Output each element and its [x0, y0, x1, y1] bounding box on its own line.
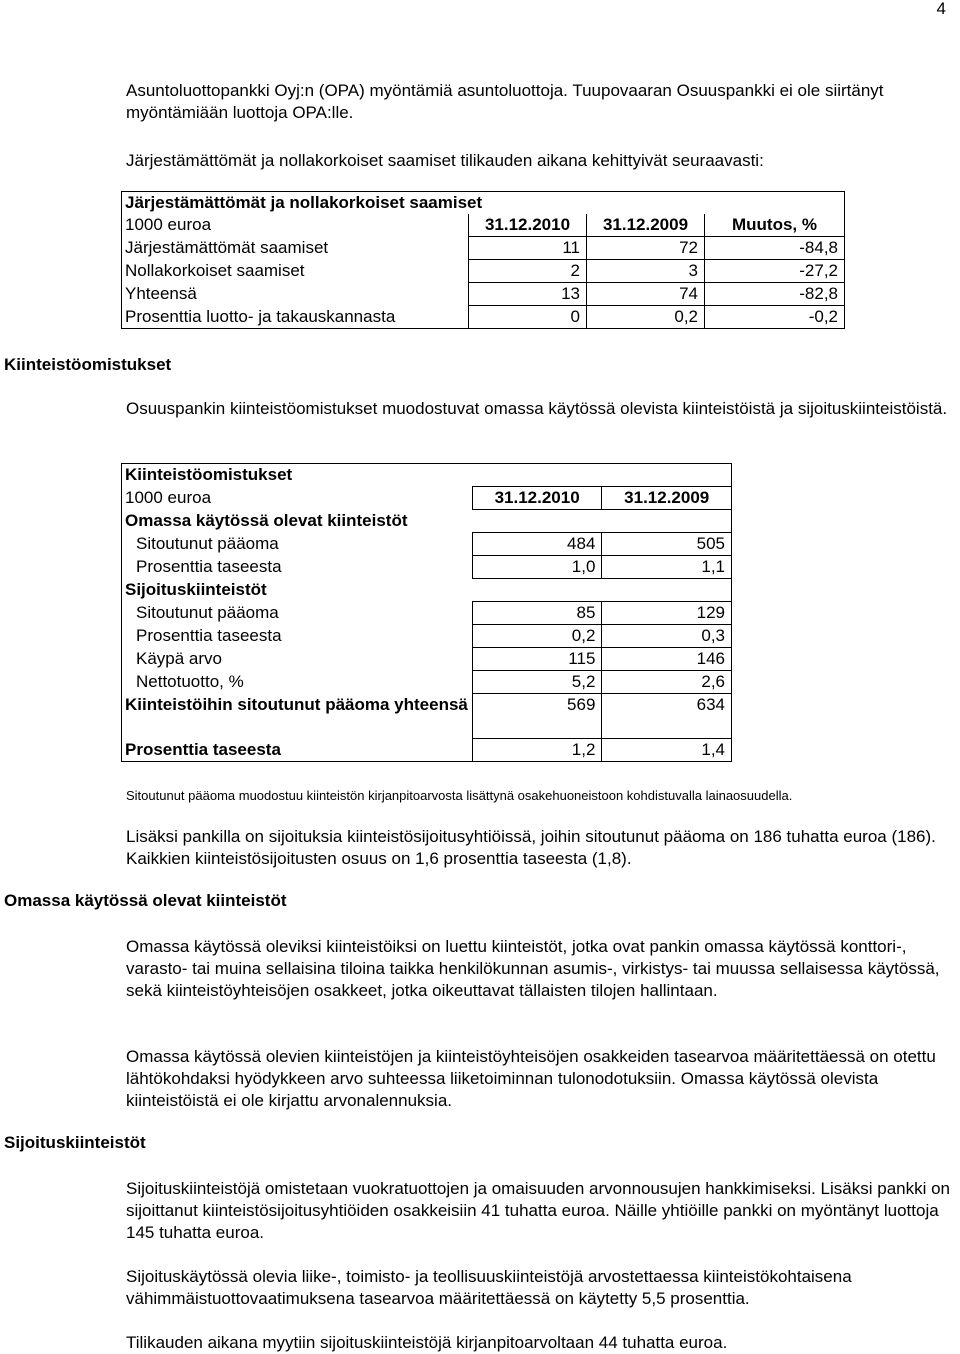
- cell-2009: 129: [602, 602, 732, 625]
- row-label: Järjestämättömät saamiset: [122, 237, 469, 260]
- side-heading-own-use: Omassa käytössä olevat kiinteistöt: [4, 891, 287, 910]
- table-row: [122, 306, 845, 329]
- paragraph-investment-companies: Lisäksi pankilla on sijoituksia kiinteistösijoitusyhtiöissä, joihin sitoutunut pääoma on 186 tuhatta euroa (186). Kaikkien kiinteistösijoitusten osuus on 1,6 prosenttia taseesta (1,8).: [126, 827, 936, 868]
- cell-2009: 72: [587, 237, 705, 260]
- table-row: [122, 283, 845, 306]
- cell-change: -27,2: [705, 260, 845, 283]
- table-row: [122, 739, 732, 762]
- table-row: [122, 237, 845, 260]
- paragraph-intro-table1: Järjestämättömät ja nollakorkoiset saamiset tilikauden aikana kehittyivät seuraavasti:: [126, 151, 764, 170]
- row-label: Sitoutunut pääoma: [122, 602, 473, 625]
- side-heading-real-estate: Kiinteistöomistukset: [4, 355, 172, 374]
- cell-2010: 115: [472, 648, 602, 671]
- real-estate-holdings-table: [121, 463, 732, 762]
- cell-2010: 0: [469, 306, 587, 329]
- table-row: [122, 648, 732, 671]
- cell-change: -0,2: [705, 306, 845, 329]
- table1-header-2010: 31.12.2010: [469, 214, 587, 237]
- side-heading-investment: Sijoituskiinteistöt: [4, 1133, 146, 1152]
- table-row: [122, 602, 732, 625]
- row-label: Sitoutunut pääoma: [122, 533, 473, 556]
- paragraph-investment-valuation: Sijoituskäytössä olevia liike-, toimisto- ja teollisuuskiinteistöjä arvostettaessa kiinteistökohtaisena vähimmäistuottovaatimuksena tasearvoa määritettäessä on käytetty 5,5 prosenttia.: [126, 1267, 852, 1308]
- table2-unit: 1000 euroa: [125, 488, 212, 507]
- row-label: Nettotuotto, %: [122, 671, 473, 694]
- row-label: Käypä arvo: [122, 648, 473, 671]
- row-label-total: Kiinteistöihin sitoutunut pääoma yhteensä: [122, 694, 473, 739]
- table-row: [122, 694, 732, 739]
- cell-change: -84,8: [705, 237, 845, 260]
- table1-header-2009: 31.12.2009: [587, 214, 705, 237]
- cell-2009: 1,1: [602, 556, 732, 579]
- cell-2009: 505: [602, 533, 732, 556]
- cell-2010: 11: [469, 237, 587, 260]
- cell-2010: 0,2: [472, 625, 602, 648]
- nonperforming-receivables-table: [121, 191, 845, 329]
- row-label: Yhteensä: [122, 283, 469, 306]
- paragraph-investment-sold: Tilikauden aikana myytiin sijoituskiinteistöjä kirjanpitoarvoltaan 44 tuhatta euroa.: [126, 1333, 728, 1352]
- row-label: Prosenttia taseesta: [122, 556, 473, 579]
- table1-title: Järjestämättömät ja nollakorkoiset saamiset: [125, 193, 483, 212]
- table2-section-own-use: Omassa käytössä olevat kiinteistöt: [125, 511, 408, 530]
- cell-2010: 85: [472, 602, 602, 625]
- table-row: [122, 671, 732, 694]
- table-row: [122, 533, 732, 556]
- cell-2009: 0,2: [587, 306, 705, 329]
- table-row: [122, 625, 732, 648]
- table1-header-change: Muutos, %: [705, 214, 845, 237]
- cell-2009: 634: [602, 694, 732, 739]
- cell-2009: 0,3: [602, 625, 732, 648]
- page-number: 4: [936, 0, 946, 18]
- cell-2010: 484: [472, 533, 602, 556]
- cell-2010: 2: [469, 260, 587, 283]
- cell-2009: 74: [587, 283, 705, 306]
- cell-2010: 5,2: [472, 671, 602, 694]
- cell-2010: 13: [469, 283, 587, 306]
- paragraph-real-estate-intro: Osuuspankin kiinteistöomistukset muodostuvat omassa käytössä olevista kiinteistöistä ja sijoituskiinteistöistä.: [126, 399, 948, 418]
- footnote-committed-capital: Sitoutunut pääoma muodostuu kiinteistön kirjanpitoarvosta lisättynä osakehuoneistoon kohdistuvalla lainaosuudella.: [126, 788, 793, 803]
- paragraph-own-use-definition: Omassa käytössä oleviksi kiinteistöiksi on luettu kiinteistöt, jotka ovat pankin omassa käytössä konttori-, varasto- tai muina sellaisina tiloina taikka henkilökunnan asumis-, virkistys- tai muussa sellaisessa käytössä, sekä kiinteistöyhteisöjen osakkeet, jotka oikeuttavat tällaisten tilojen hallintaan.: [126, 937, 940, 1000]
- row-label: Prosenttia luotto- ja takauskannasta: [122, 306, 469, 329]
- table-row: [122, 556, 732, 579]
- paragraph-opa-loans: Asuntoluottopankki Oyj:n (OPA) myöntämiä asuntoluottoja. Tuupovaaran Osuuspankki ei ole siirtänyt myöntämiään luottoja OPA:lle.: [126, 81, 884, 122]
- table1-unit: 1000 euroa: [125, 215, 212, 235]
- table2-header-2009: 31.12.2009: [602, 487, 732, 510]
- cell-2010: 1,0: [472, 556, 602, 579]
- paragraph-own-use-valuation: Omassa käytössä olevien kiinteistöjen ja kiinteistöyhteisöjen osakkeiden tasearvoa määritettäessä on otettu lähtökohdaksi hyödykkeen arvo suhteessa liiketoiminnan tulonodotuksiin. Omassa käytössä olevista kiinteistöistä ei ole kirjattu arvonalennuksia.: [126, 1047, 936, 1110]
- table2-title: Kiinteistöomistukset: [125, 465, 293, 484]
- cell-2009: 146: [602, 648, 732, 671]
- row-label: Prosenttia taseesta: [122, 625, 473, 648]
- cell-change: -82,8: [705, 283, 845, 306]
- row-label-total-pct: Prosenttia taseesta: [122, 739, 473, 762]
- row-label: Nollakorkoiset saamiset: [122, 260, 469, 283]
- cell-2010: 569: [472, 694, 602, 739]
- table2-section-investment: Sijoituskiinteistöt: [125, 580, 267, 599]
- cell-2010: 1,2: [472, 739, 602, 762]
- cell-2009: 1,4: [602, 739, 732, 762]
- paragraph-investment-purpose: Sijoituskiinteistöjä omistetaan vuokratuottojen ja omaisuuden arvonnousujen hankkimiseksi. Lisäksi pankki on sijoittanut kiinteistösijoitusyhtiöiden osakkeisiin 41 tuhatta euroa. Näille yhtiöille pankki on myöntänyt luottoja 145 tuhatta euroa.: [126, 1179, 951, 1242]
- table-row: [122, 260, 845, 283]
- table2-header-2010: 31.12.2010: [472, 487, 602, 510]
- cell-2009: 2,6: [602, 671, 732, 694]
- cell-2009: 3: [587, 260, 705, 283]
